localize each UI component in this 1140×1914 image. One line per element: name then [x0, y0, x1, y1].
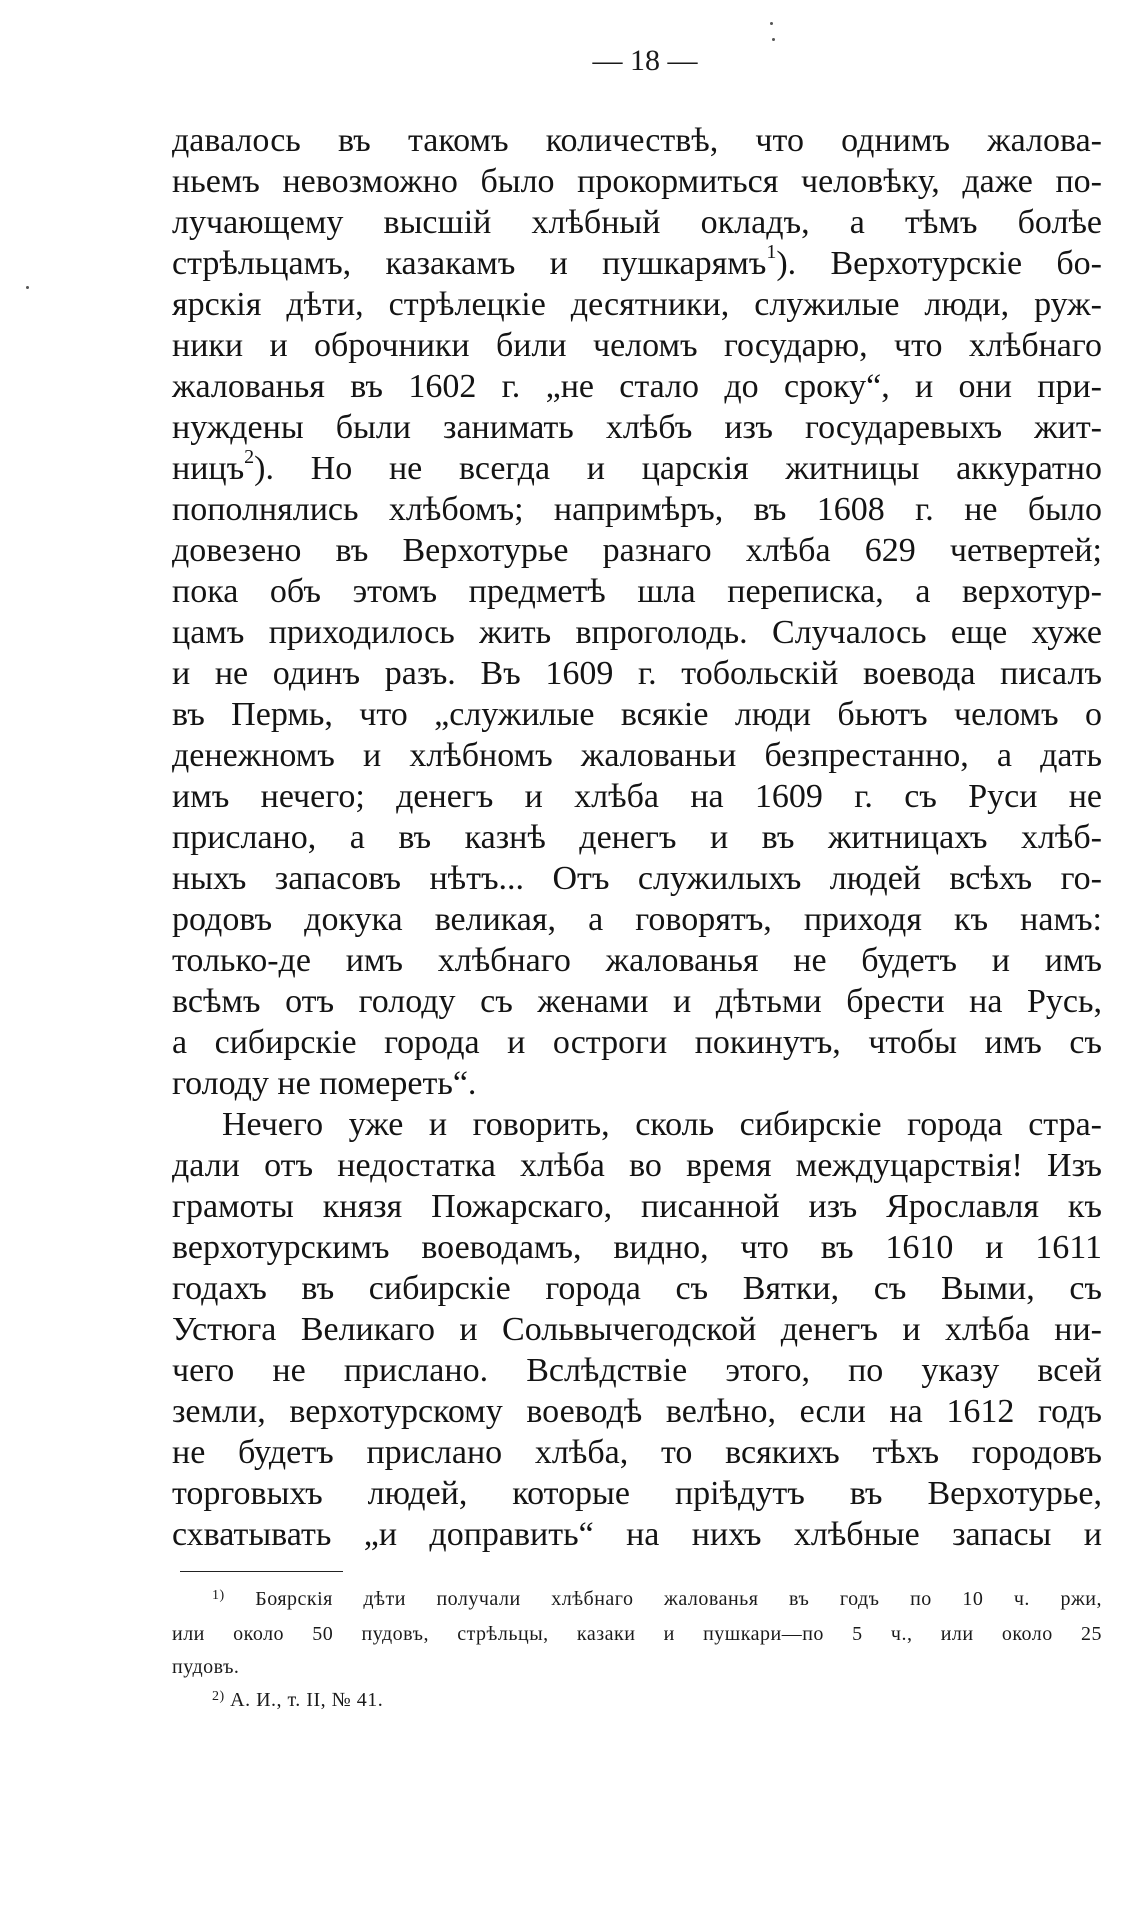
page-number: — 18 —: [592, 44, 698, 77]
footnote-reference: 2: [244, 445, 255, 468]
text-line: нуждены были занимать хлѣбъ изъ государевыхъ жит-: [172, 409, 1102, 446]
footnote-text: Боярскія дѣти получали хлѣбнаго жалованья въ годъ по 10 ч. ржи,: [224, 1588, 1102, 1610]
footnote-text: А. И., т. II, № 41.: [224, 1689, 384, 1711]
text-line: голоду не помереть“.: [172, 1065, 477, 1102]
footnotes: [172, 1583, 1102, 1719]
text-line: дали отъ недостатка хлѣба во время междуцарствія! Изъ: [172, 1147, 1102, 1184]
text-line: чего не прислано. Вслѣдствіе этого, по указу всей: [172, 1352, 1102, 1389]
text-segment: ). Но не всегда и царскія житницы аккуратно: [254, 450, 1102, 487]
text-line: Устюга Великаго и Сольвычегодской денегъ и хлѣба ни-: [172, 1311, 1102, 1348]
text-line: грамоты князя Пожарскаго, писанной изъ Ярославля къ: [172, 1188, 1102, 1225]
text-line: и не одинъ разъ. Въ 1609 г. тобольскій воевода писалъ: [172, 655, 1102, 692]
main-text: [172, 120, 1102, 1555]
text-line: цамъ приходилось жить впроголодь. Случалось еще хуже: [172, 614, 1102, 651]
text-line: ярскія дѣти, стрѣлецкіе десятники, служилые люди, руж-: [172, 286, 1102, 323]
text-line: родовъ докука великая, а говорятъ, приходя къ намъ:: [172, 901, 1102, 938]
text-line: денежномъ и хлѣбномъ жалованьи безпрестанно, а дать: [172, 737, 1102, 774]
text-line: только-де имъ хлѣбнаго жалованья не будетъ и имъ: [172, 942, 1102, 979]
text-line: довезено въ Верхотурье разнаго хлѣба 629 четвертей;: [172, 532, 1102, 569]
scan-speck: [26, 286, 29, 289]
text-line: всѣмъ отъ голоду съ женами и дѣтьми брести на Русь,: [172, 983, 1102, 1020]
text-line: пока объ этомъ предметѣ шла переписка, а верхотур-: [172, 573, 1102, 610]
text-line: ньемъ невозможно было прокормиться человѣку, даже по-: [172, 163, 1102, 200]
text-line: торговыхъ людей, которые пріѣдутъ въ Верхотурье,: [172, 1475, 1102, 1512]
footnote-line: [172, 1583, 1102, 1618]
text-line: давалось въ такомъ количествѣ, что однимъ жалова-: [172, 122, 1102, 159]
text-line: жалованья въ 1602 г. „не стало до сроку“, и они при-: [172, 368, 1102, 405]
footnote-mark: 2): [212, 1689, 225, 1704]
footnote-mark: 1): [212, 1588, 225, 1603]
scan-speck: [770, 22, 773, 25]
text-segment: стрѣльцамъ, казакамъ и пушкарямъ: [172, 245, 767, 282]
footnote-line: или около 50 пудовъ, стрѣльцы, казаки и пушкари—по 5 ч., или около 25: [172, 1623, 1102, 1645]
text-segment: ницъ: [172, 450, 245, 487]
text-line: пополнялись хлѣбомъ; напримѣръ, въ 1608 г. не было: [172, 491, 1102, 528]
text-line: [172, 445, 1102, 489]
text-line: земли, верхотурскому воеводѣ велѣно, если на 1612 годъ: [172, 1393, 1102, 1430]
text-line: верхотурскимъ воеводамъ, видно, что въ 1610 и 1611: [172, 1229, 1102, 1266]
text-segment: ). Верхотурскіе бо-: [776, 245, 1103, 282]
scan-speck: [772, 38, 775, 41]
text-line: прислано, а въ казнѣ денегъ и въ житницахъ хлѣб-: [172, 819, 1102, 856]
text-line: схватывать „и доправить“ на нихъ хлѣбные запасы и: [172, 1516, 1102, 1553]
footnote-reference: 1: [766, 240, 777, 263]
text-line: а сибирскіе города и остроги покинутъ, чтобы имъ съ: [172, 1024, 1102, 1061]
footnote-line: пудовъ.: [172, 1656, 240, 1678]
footnote-line: [172, 1684, 1102, 1719]
text-line: ныхъ запасовъ нѣтъ... Отъ служилыхъ людей всѣхъ го-: [172, 860, 1102, 897]
text-line: ники и оброчники били челомъ государю, что хлѣбнаго: [172, 327, 1102, 364]
text-line: въ Пермь, что „служилые всякіе люди бьютъ челомъ о: [172, 696, 1102, 733]
text-line: лучающему высшій хлѣбный окладъ, а тѣмъ болѣе: [172, 204, 1102, 241]
footnote-separator: [180, 1571, 343, 1572]
paragraph-start-line: Нечего уже и говорить, сколь сибирскіе города стра-: [222, 1106, 1102, 1143]
text-line: имъ нечего; денегъ и хлѣба на 1609 г. съ Руси не: [172, 778, 1102, 815]
text-line: [172, 240, 1103, 284]
text-line: не будетъ прислано хлѣба, то всякихъ тѣхъ городовъ: [172, 1434, 1102, 1471]
text-line: годахъ въ сибирскіе города съ Вятки, съ Выми, съ: [172, 1270, 1102, 1307]
